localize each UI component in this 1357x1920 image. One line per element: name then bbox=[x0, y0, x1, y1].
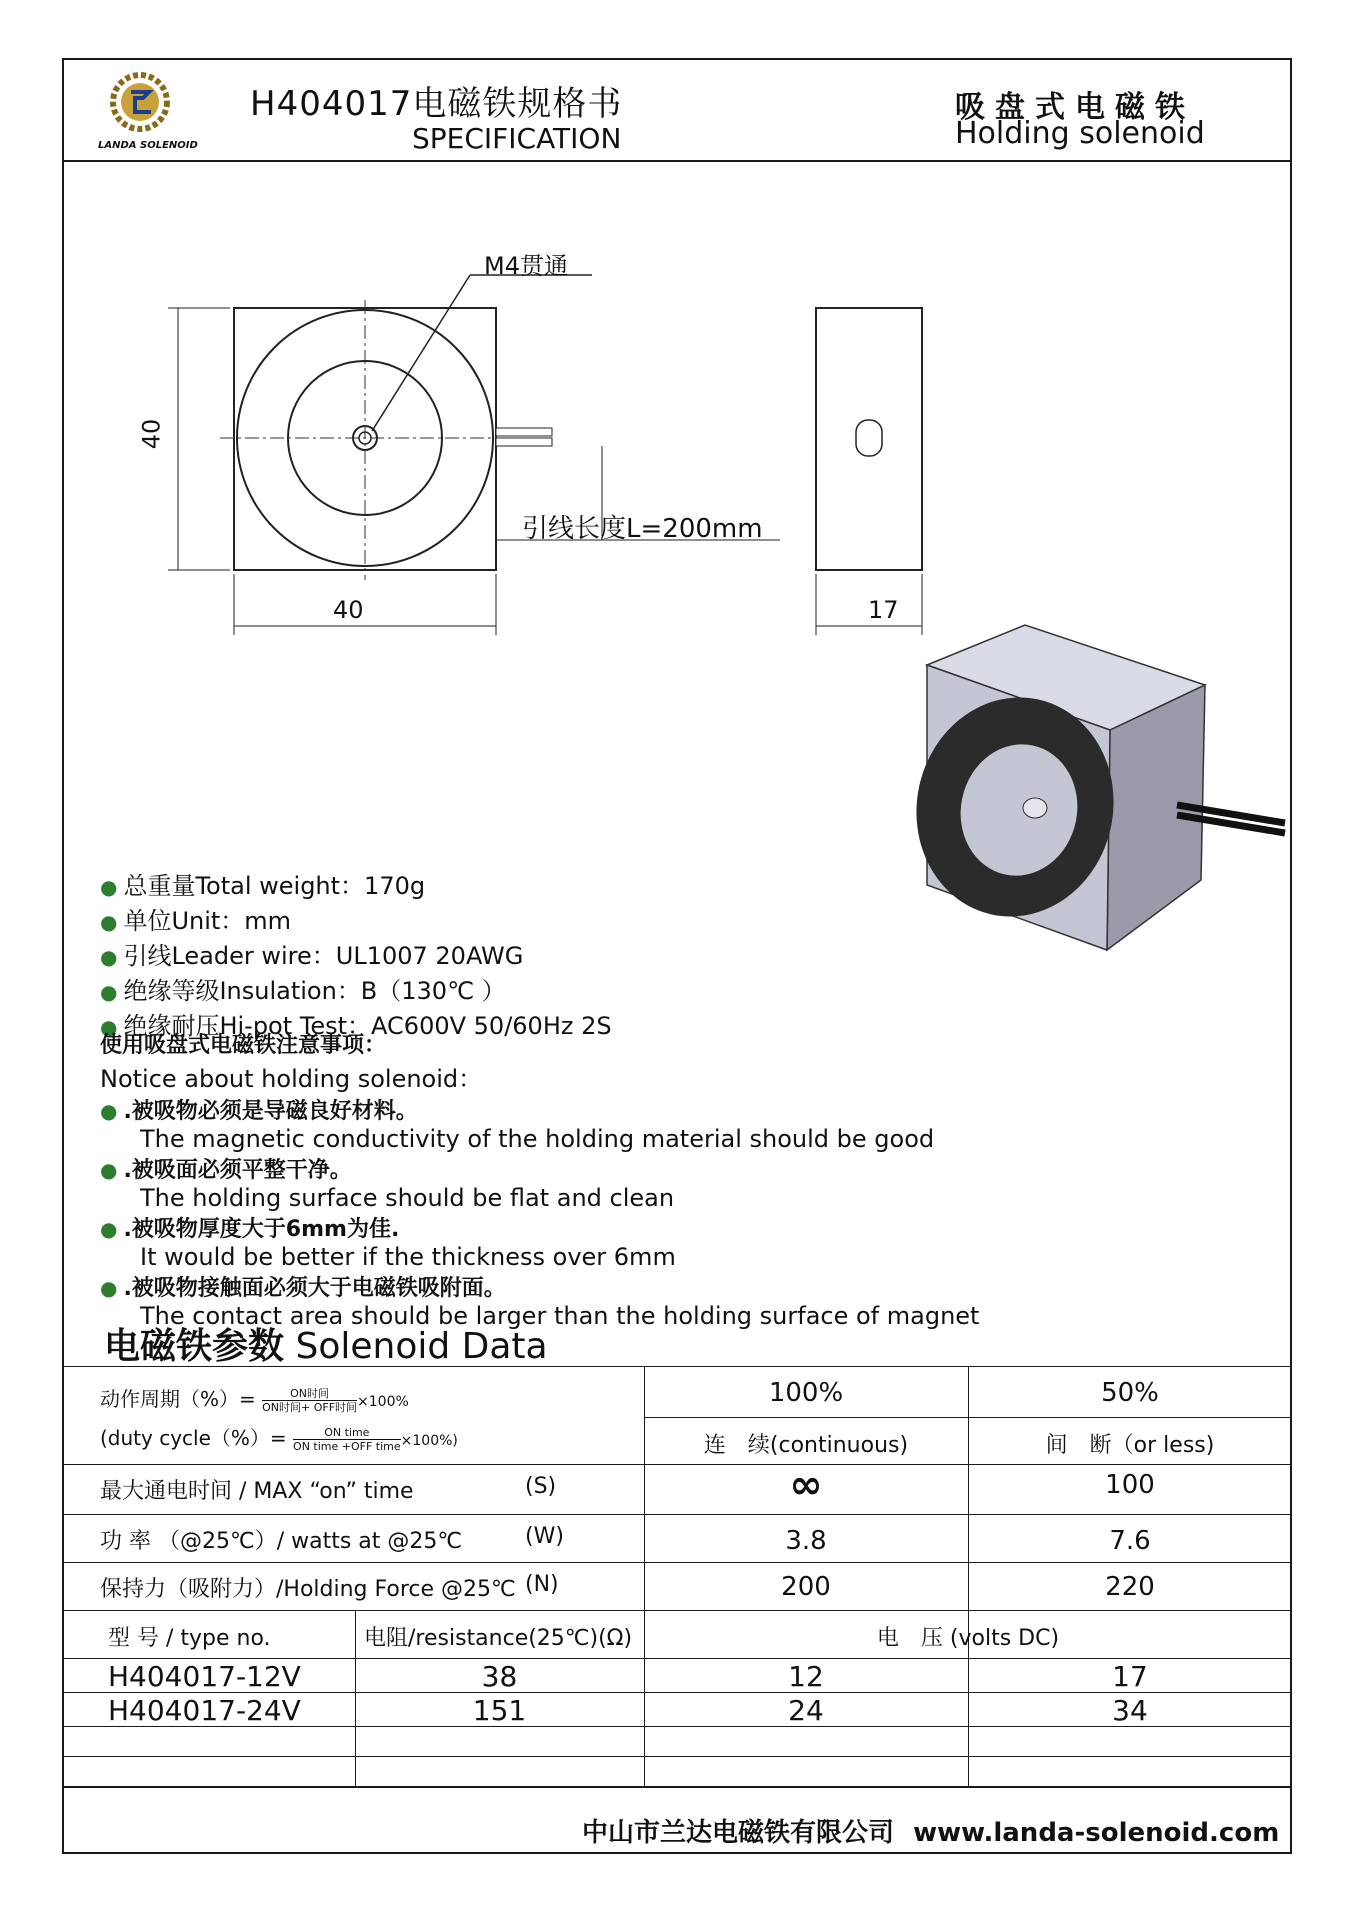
bullet-icon: ● bbox=[100, 1276, 118, 1300]
model-header: 型 号 / type no. bbox=[108, 1626, 271, 1651]
spec-list bbox=[100, 866, 612, 1041]
dimension-height: 40 bbox=[137, 418, 166, 450]
table-line bbox=[62, 1610, 1292, 1611]
model-resistance: 151 bbox=[472, 1694, 527, 1727]
notice-item-en: The holding surface should be flat and clean bbox=[140, 1184, 675, 1212]
section-title bbox=[104, 1318, 548, 1369]
notice-title-en: Notice about holding solenoid： bbox=[100, 1065, 483, 1093]
bullet-icon: ● bbox=[100, 910, 118, 934]
dimension-depth: 17 bbox=[868, 596, 899, 624]
row-value: 220 bbox=[1105, 1572, 1155, 1602]
notice-title-cn: 使用吸盘式电磁铁注意事项： bbox=[100, 1033, 387, 1058]
spec-item: ● 引线Leader wire：UL1007 20AWG bbox=[100, 942, 524, 970]
technical-drawing bbox=[120, 230, 940, 650]
product-render bbox=[915, 615, 1295, 960]
lead-length-label: 引线长度L=200mm bbox=[522, 514, 763, 544]
resistance-header: 电阻/resistance(25℃)(Ω) bbox=[364, 1626, 633, 1651]
model-resistance: 38 bbox=[481, 1660, 518, 1693]
dimension-width: 40 bbox=[333, 596, 364, 624]
table-line bbox=[968, 1366, 969, 1658]
row-unit: (S) bbox=[525, 1474, 557, 1499]
row-label: 功 率 （@25℃）/ watts at @25℃ bbox=[100, 1529, 463, 1554]
column-pct-intermittent: 50% bbox=[1101, 1378, 1159, 1408]
section-title-cn: 电磁铁参数 bbox=[104, 1326, 285, 1367]
bullet-icon: ● bbox=[100, 1099, 118, 1123]
row-label: 保持力（吸附力）/Holding Force @25℃ bbox=[100, 1577, 516, 1602]
product-type-en: Holding solenoid bbox=[955, 116, 1205, 151]
footer bbox=[582, 1812, 1279, 1849]
screw-label: M4贯通 bbox=[484, 252, 568, 280]
notice-item-en: The contact area should be larger than the holding surface of magnet bbox=[140, 1302, 980, 1330]
bullet-icon: ● bbox=[100, 945, 118, 969]
model-type: H404017-12V bbox=[108, 1660, 301, 1693]
notice-block bbox=[100, 1028, 979, 1330]
product-type-cn: 吸盘式电磁铁 bbox=[955, 90, 1195, 125]
column-pct-continuous: 100% bbox=[768, 1378, 844, 1408]
table-line bbox=[62, 1756, 1292, 1757]
notice-item-cn: ● .被吸物必须是导磁良好材料。 bbox=[100, 1099, 418, 1124]
bullet-icon: ● bbox=[100, 1158, 118, 1182]
notice-item-cn: ● .被吸物厚度大于6mm为佳. bbox=[100, 1217, 400, 1242]
table-line bbox=[62, 1562, 1292, 1563]
row-value: 200 bbox=[781, 1572, 831, 1602]
row-value: 3.8 bbox=[785, 1526, 827, 1556]
row-unit: (N) bbox=[525, 1572, 559, 1597]
document-subtitle: SPECIFICATION bbox=[412, 122, 622, 155]
notice-item-en: It would be better if the thickness over 6mm bbox=[140, 1243, 676, 1271]
column-mode-continuous: 连 续(continuous) bbox=[703, 1433, 909, 1458]
column-mode-intermittent: 间 断（or less) bbox=[1045, 1433, 1215, 1458]
model-type: H404017-24V bbox=[108, 1694, 301, 1727]
bullet-icon: ● bbox=[100, 980, 118, 1004]
notice-item-cn: ● .被吸面必须平整干净。 bbox=[100, 1158, 352, 1183]
logo-icon bbox=[95, 70, 185, 142]
table-line bbox=[62, 1366, 1292, 1367]
duty-formula-cn: 动作周期（%）= ON时间 ON时间+ OFF时间 ×100% bbox=[100, 1387, 409, 1414]
company-name: 中山市兰达电磁铁有限公司 bbox=[582, 1818, 895, 1848]
bullet-icon: ● bbox=[100, 875, 118, 899]
spec-item: ● 单位Unit：mm bbox=[100, 907, 292, 935]
spec-item: ● 绝缘等级Insulation：B（130℃ ） bbox=[100, 977, 506, 1005]
row-unit: (W) bbox=[525, 1524, 564, 1549]
spec-item: ● 总重量Total weight：170g bbox=[100, 872, 426, 900]
notice-item-cn: ● .被吸物接触面必须大于电磁铁吸附面。 bbox=[100, 1276, 506, 1301]
header-divider bbox=[62, 160, 1292, 162]
spec-item: ● 绝缘耐压Hi-pot Test：AC600V 50/60Hz 2S bbox=[100, 1012, 612, 1040]
section-title-en: Solenoid Data bbox=[295, 1326, 548, 1367]
logo-text: LANDA SOLENOID bbox=[98, 140, 198, 151]
duty-formula-en: (duty cycle（%）= ON time ON time +OFF time ×100%) bbox=[100, 1426, 458, 1453]
model-voltage-intermittent: 34 bbox=[1112, 1694, 1148, 1727]
row-value: ∞ bbox=[789, 1462, 823, 1508]
table-line bbox=[62, 1514, 1292, 1515]
company-url[interactable]: www.landa-solenoid.com bbox=[913, 1818, 1280, 1848]
row-value: 100 bbox=[1105, 1470, 1155, 1500]
notice-item-en: The magnetic conductivity of the holding material should be good bbox=[140, 1125, 935, 1153]
model-voltage-continuous: 24 bbox=[788, 1694, 824, 1727]
document-title: H404017电磁铁规格书 bbox=[250, 84, 623, 124]
bullet-icon: ● bbox=[100, 1015, 118, 1039]
voltage-header: 电 压 (volts DC) bbox=[876, 1626, 1060, 1651]
model-voltage-continuous: 12 bbox=[788, 1660, 824, 1693]
table-line bbox=[62, 1786, 1292, 1788]
model-voltage-intermittent: 17 bbox=[1112, 1660, 1148, 1693]
table-line bbox=[62, 1658, 1292, 1659]
row-value: 7.6 bbox=[1109, 1526, 1151, 1556]
row-label: 最大通电时间 / MAX “on” time bbox=[100, 1479, 414, 1504]
bullet-icon: ● bbox=[100, 1217, 118, 1241]
